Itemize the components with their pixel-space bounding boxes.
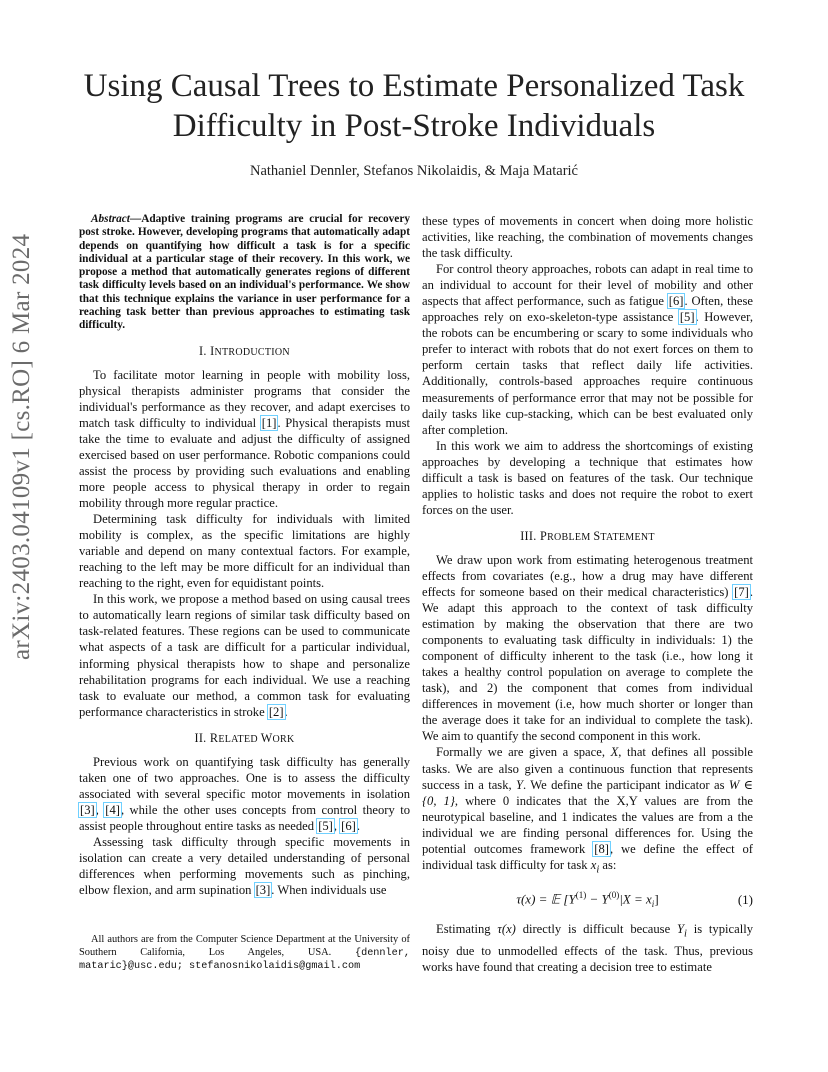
intro-paragraph-3: In this work, we propose a method based on using causal trees to automatically learn regions of similar task difficulty based on task-related features. These regions can be used to communicate what aspects of a task are difficult for a particular individual, informing physical therapists how to shape and personalize rehabilitation programs for each individual. We use a reaching task to evaluate our method, a common task for evaluating performance characteristics in stroke [2]. bbox=[79, 592, 410, 719]
citation-link-6[interactable]: [6] bbox=[341, 818, 356, 833]
related-paragraph-3: For control theory approaches, robots can adapt in real time to an individual to account for their level of mobility and other aspects that affect performance, such as fatigue [6]. Often, these approaches rely on exo-skeleton-type assistance [5]. However, the robots can be encumbering or scary to some individuals who prefer to interact with robots that do not exert forces on them to perform certain tasks that reflect daily life activities. Additionally, controls-based approaches require continuous measurements of performance error that may not be possible for daily tasks like cup-stacking, which can be best evaluated only after completion. bbox=[422, 262, 753, 437]
citation-link-4[interactable]: [4] bbox=[105, 802, 120, 817]
related-paragraph-1: Previous work on quantifying task difficulty has generally taken one of two approaches. One is to assess the difficulty associated with several specific motor movements in isolation [3], [4], while the other uses concepts from control theory to assist people throughout entire tasks as needed [5], [6]. bbox=[79, 754, 410, 833]
paper-title bbox=[60, 66, 768, 146]
related-paragraph-2-cont: these types of movements in concert when doing more holistic activities, like reaching, the combination of movements changes the task difficulty. bbox=[422, 214, 753, 261]
right-column bbox=[422, 213, 753, 975]
arxiv-identifier[interactable]: arXiv:2403.04109v1 [cs.RO] 6 Mar 2024 bbox=[8, 233, 35, 660]
citation-link-3b[interactable]: [3] bbox=[255, 883, 271, 898]
problem-paragraph-3: Estimating τ(x) directly is difficult because $Y_i$ is typically noisy due to unmodelled effects of the task. Thus, previous works have found that creating a decision tree to estimate bbox=[422, 922, 754, 974]
section-heading-problem-statement: III. PROBLEM STATEMENT bbox=[520, 528, 655, 543]
author-emails: {dennler, mataric}@usc.edu; stefanosnikolaidis@gmail.com bbox=[79, 947, 410, 973]
related-paragraph-2: Assessing task difficulty through specific movements in isolation can create a very detailed understanding of personal differences when performing movements such as pinching, elbow flexion, and arm supination [3]. When individuals use bbox=[79, 834, 410, 898]
title-line-1: Using Causal Trees to Estimate Personalized Task bbox=[83, 68, 745, 104]
left-column bbox=[79, 213, 410, 898]
equation-number: (1) bbox=[737, 891, 753, 907]
citation-link-5b[interactable]: [5] bbox=[679, 310, 695, 325]
citation-link-8[interactable]: [8] bbox=[594, 841, 609, 856]
abstract bbox=[79, 213, 410, 333]
problem-paragraph-1: We draw upon work from estimating heterogenous treatment effects from covariates (e.g., how a drug may have different effects for someone based on their medical characteristics) [7]. We adapt this approach to the context of task difficulty estimation by making the observation that there are two components to evaluating task difficulty in individuals: 1) the component of difficulty inherent to the task (i.e., how long it takes a healthy control population on average to complete the task), and 2) the component that comes from individual differences in movement (i.e, how much shorter or longer than the average does it take for an individual to complete the task). We aim to quantify the second component in this work. bbox=[422, 552, 753, 744]
abstract-text: —Adaptive training programs are crucial for recovery post stroke. However, developing programs that automatically adapt depends on quantifying how difficult a task is for a specific individual at a particular stage of their recovery. In this work, we propose a method that automatically generates regions of different task difficulty levels based on an individual's performance. We show that this technique explains the variance in user performance for a reaching task better than previous approaches to estimating task difficulty. bbox=[79, 213, 410, 332]
intro-paragraph-2: Determining task difficulty for individuals with limited mobility is complex, as the specific limitations are highly variable and depend on many contextual factors. For example, reaching to the left may be more difficult for an individual than reaching to the right, even for equidistant points. bbox=[79, 512, 410, 591]
affiliation-footnote: All authors are from the Computer Science Department at the University of Southern California, Los Angeles, USA. {dennler, mataric}@usc.edu; stefanosnikolaidis@gmail.com bbox=[79, 934, 410, 973]
abstract-label: Abstract bbox=[91, 213, 130, 225]
citation-link-6b[interactable]: [6] bbox=[668, 294, 684, 309]
problem-paragraph-2: Formally we are given a space, X, that defines all possible tasks. We are also given a continuous function that represents success in a task, Y. We define the participant indicator as W ∈ {0, 1}, where 0 indicates that the X,Y values are from the neurotypical baseline, and 1 indicates the values are from a the individual we are finding personal differences for. Using the potential outcomes framework [8], we define the effect of individual task difficulty for task $x_i$ as: bbox=[422, 745, 753, 876]
intro-paragraph-1: To facilitate motor learning in people with mobility loss, physical therapists administer programs that consider the individual's performance as they recover, and adapt exercises to match task difficulty to individual [1]. Physical therapists must take the time to evaluate and adjust the difficulty of assigned exercised based on user performance. Robotic companions could assist the process by providing such evaluations and enabling more people access to physical therapy in order to regain mobility through more regular practice. bbox=[79, 367, 411, 511]
citation-link-3[interactable]: [3] bbox=[80, 802, 95, 817]
related-paragraph-4: In this work we aim to address the shortcomings of existing approaches by developing a technique that estimates how difficult a task is based on features of the task. Our technique applies to holistic tasks and does not require the robot to exert forces on the user. bbox=[422, 438, 753, 517]
citation-link-5[interactable]: [5] bbox=[318, 818, 333, 833]
equation-1 bbox=[422, 890, 753, 909]
citation-link-2[interactable]: [2] bbox=[268, 704, 284, 719]
section-heading-related-work: II. RELATED WORK bbox=[194, 730, 295, 745]
equation-expression: τ(x) = 𝔼 $[Y^{(1)} - Y^{(0)}|X = x_i]$ bbox=[516, 890, 659, 910]
citation-link-7[interactable]: [7] bbox=[734, 584, 749, 599]
citation-link-1[interactable]: [1] bbox=[261, 415, 277, 430]
title-line-2: Difficulty in Post-Stroke Individuals bbox=[172, 108, 656, 144]
author-list: Nathaniel Dennler, Stefanos Nikolaidis, & Maja Matarić bbox=[250, 163, 578, 179]
section-heading-introduction: I. INTRODUCTION bbox=[199, 343, 290, 358]
